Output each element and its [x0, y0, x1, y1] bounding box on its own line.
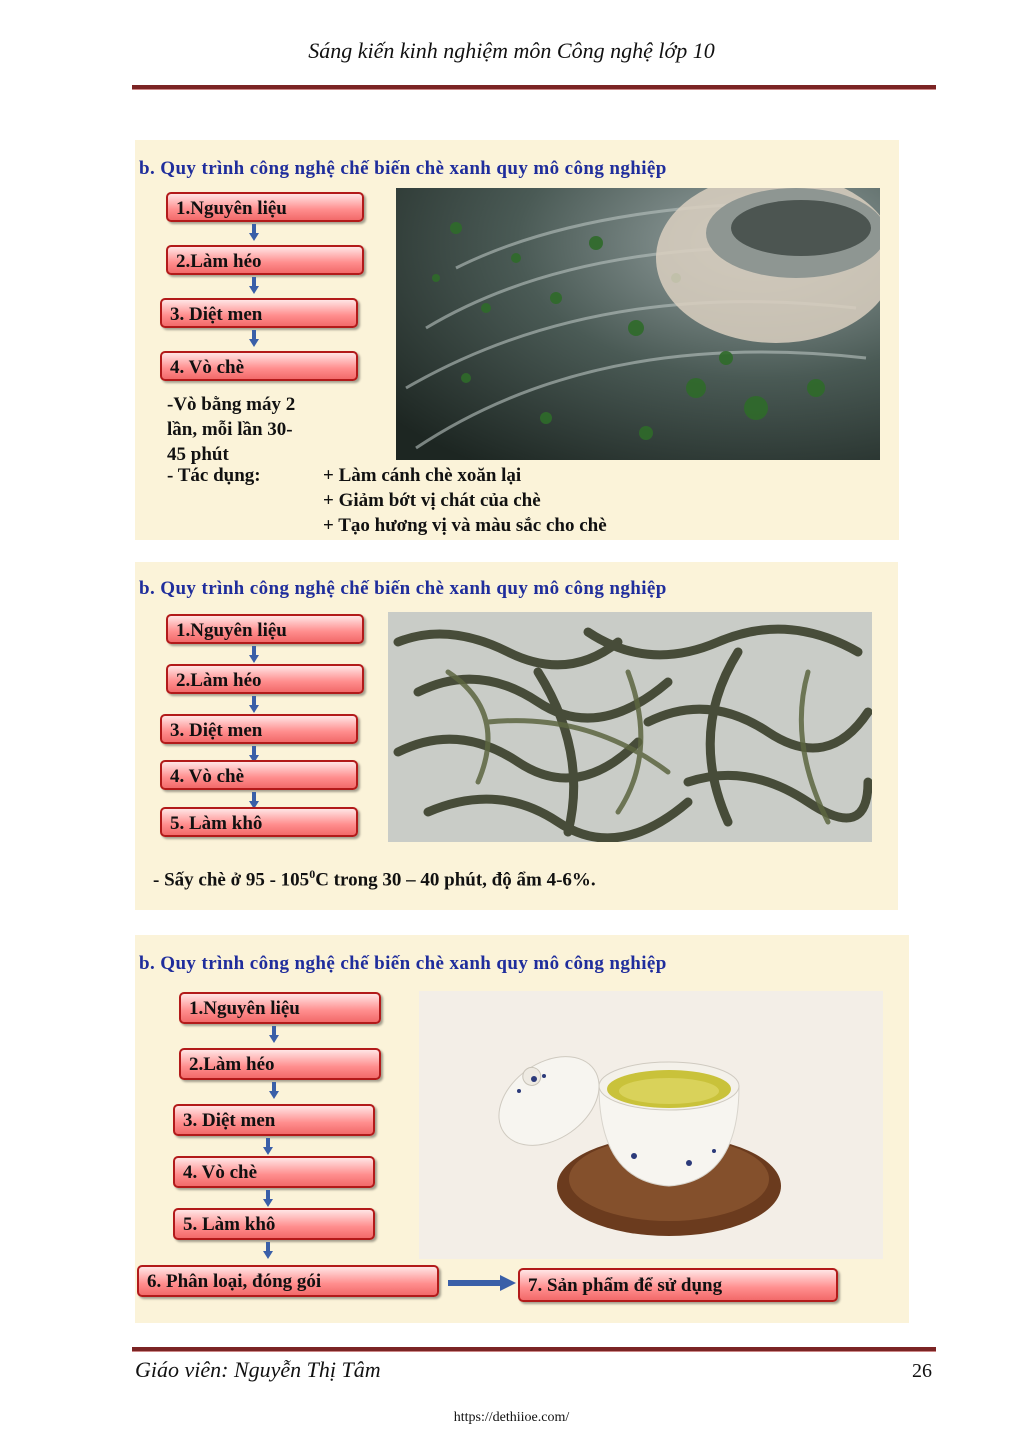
arrow-down-icon	[249, 224, 259, 241]
note-line: 45 phút	[167, 444, 229, 465]
step-enzyme-kill: 3. Diệt men	[160, 714, 358, 744]
arrow-down-icon	[249, 646, 259, 663]
arrow-down-icon	[263, 1138, 273, 1155]
slide-title: b. Quy trình công nghệ chế biến chè xanh quy mô công nghiệp	[139, 158, 667, 179]
page-header: Sáng kiến kinh nghiệm môn Công nghệ lớp 10	[308, 38, 715, 63]
step-drying: 5. Làm khô	[160, 807, 358, 837]
green-tea-cup-photo	[419, 991, 883, 1259]
header-rule	[132, 85, 936, 90]
effect-line: + Làm cánh chè xoăn lại	[323, 465, 522, 486]
step-sorting-packing: 6. Phân loại, đóng gói	[137, 1265, 439, 1297]
drying-note-part: - Sấy chè ở 95 - 105	[153, 869, 310, 891]
source-url[interactable]: https://dethiioe.com/	[453, 1410, 570, 1425]
step-raw-material: 1.Nguyên liệu	[166, 192, 364, 222]
drying-note	[153, 862, 596, 892]
step-raw-material: 1.Nguyên liệu	[166, 614, 364, 644]
effects-label: - Tác dụng:	[167, 465, 261, 486]
page-number: 26	[912, 1360, 932, 1382]
teacher-name: Giáo viên: Nguyễn Thị Tâm	[135, 1357, 381, 1382]
step-rolling: 4. Vò chè	[173, 1156, 375, 1188]
step-withering: 2.Làm héo	[166, 245, 364, 275]
slide-title: b. Quy trình công nghệ chế biến chè xanh quy mô công nghiệp	[139, 953, 667, 974]
step-raw-material: 1.Nguyên liệu	[179, 992, 381, 1024]
step-drying: 5. Làm khô	[173, 1208, 375, 1240]
degree-superscript: 0	[309, 867, 316, 881]
dried-tea-leaves-photo	[388, 612, 872, 842]
arrow-down-icon	[263, 1190, 273, 1207]
arrow-down-icon	[249, 330, 259, 347]
slide-rolling	[135, 140, 899, 540]
note-line: lần, mỗi lần 30-	[167, 419, 293, 440]
step-enzyme-kill: 3. Diệt men	[160, 298, 358, 328]
step-withering: 2.Làm héo	[179, 1048, 381, 1080]
arrow-down-icon	[269, 1026, 279, 1043]
tea-cup-image	[419, 991, 883, 1259]
effect-line: + Giảm bớt vị chát của chè	[323, 490, 541, 511]
arrow-down-icon	[269, 1082, 279, 1099]
step-rolling: 4. Vò chè	[160, 351, 358, 381]
arrow-right-icon	[448, 1275, 516, 1291]
arrow-down-icon	[249, 277, 259, 294]
effect-line: + Tạo hương vị và màu sắc cho chè	[323, 515, 607, 536]
arrow-down-icon	[263, 1242, 273, 1259]
dried-leaves-image	[388, 612, 872, 842]
arrow-down-icon	[249, 696, 259, 713]
slide-final-product	[135, 935, 909, 1323]
step-withering: 2.Làm héo	[166, 664, 364, 694]
rolling-machine-image	[396, 188, 880, 460]
slide-drying	[135, 562, 898, 910]
footer-rule	[132, 1347, 936, 1352]
note-line: -Vò bằng máy 2	[167, 394, 296, 415]
step-enzyme-kill: 3. Diệt men	[173, 1104, 375, 1136]
step-final-product: 7. Sản phẩm để sử dụng	[518, 1268, 838, 1302]
tea-rolling-machine-photo	[396, 188, 880, 460]
slide-title: b. Quy trình công nghệ chế biến chè xanh quy mô công nghiệp	[139, 578, 667, 599]
drying-note-part: C trong 30 – 40 phút, độ ẩm 4-6%.	[315, 869, 596, 891]
step-rolling: 4. Vò chè	[160, 760, 358, 790]
